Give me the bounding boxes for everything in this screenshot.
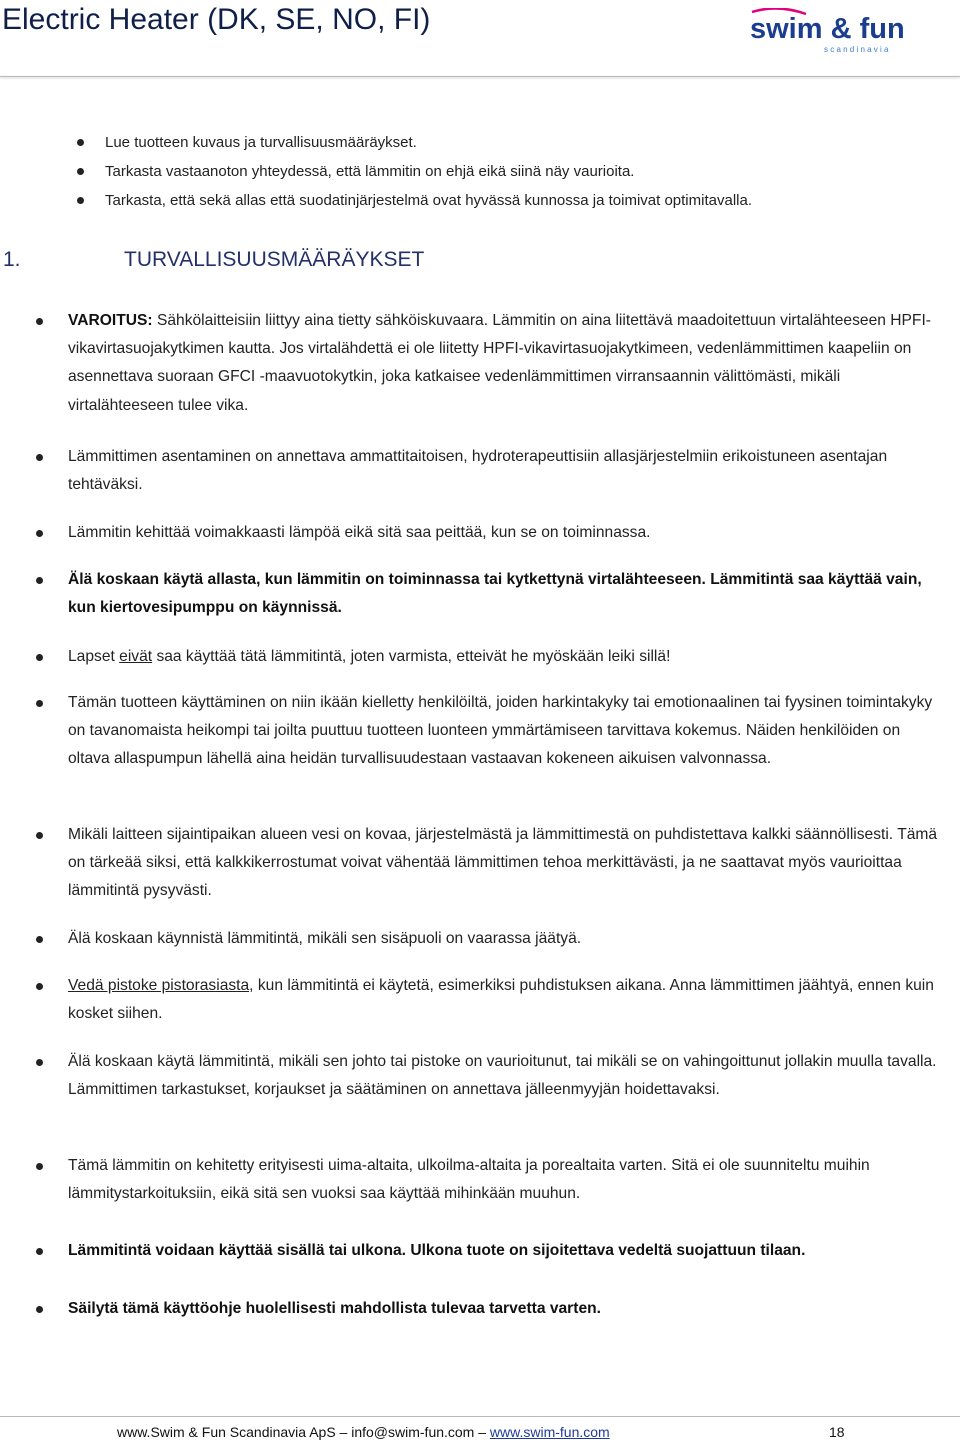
- list-item: Säilytä tämä käyttöohje huolellisesti mahdollista tulevaa tarvetta varten.: [0, 1295, 960, 1323]
- page-footer: [0, 1421, 960, 1443]
- list-item: Lämmitin kehittää voimakkaasti lämpöä eikä sitä saa peittää, kun se on toiminnassa.: [0, 519, 960, 547]
- website-link[interactable]: www.swim-fun.com: [489, 1424, 610, 1440]
- bullet-icon: [36, 654, 43, 661]
- list-item: Älä koskaan käynnistä lämmitintä, mikäli sen sisäpuoli on vaarassa jäätyä.: [0, 925, 960, 953]
- list-item: Lämmittimen asentaminen on annettava ammattitaitoisen, hydroterapeuttisiin allasjärjestelmiin erikoistuneen asentajan tehtäväksi.: [0, 443, 960, 499]
- bullet-icon: [36, 1248, 43, 1255]
- intro-item: Lue tuotteen kuvaus ja turvallisuusmääräykset.: [0, 128, 960, 157]
- list-item: Lämmitintä voidaan käyttää sisällä tai ulkona. Ulkona tuote on sijoitettava vedeltä suojattuun tilaan.: [0, 1237, 960, 1265]
- swim-and-fun-logo: [748, 8, 908, 56]
- bullet-icon: [36, 1306, 43, 1313]
- bullet-icon: [36, 700, 43, 707]
- bullet-icon: [36, 454, 43, 461]
- bullet-icon: [77, 139, 84, 146]
- bullet-icon: [77, 168, 84, 175]
- list-item: Tämän tuotteen käyttäminen on niin ikään kielletty henkilöiltä, joiden harkintakyky tai emotionaalinen tai fyysinen toimintakyky on tavanomaista heikompi tai joilta puuttuu tuotteen luonteen ymmärtämiseen tarvittava kokemus. Näiden henkilöiden on oltava allaspumpun lähellä aina heidän turvallisuudestaan vastaavan kokeneen aikuisen valvonnassa.: [0, 689, 960, 774]
- warning-label: VAROITUS:: [68, 312, 153, 329]
- list-item: Tämä lämmitin on kehitetty erityisesti uima-altaita, ulkoilma-altaita ja porealtaita varten. Sitä ei ole suunniteltu muihin lämmitystarkoituksiin, eikä sitä sen vuoksi saa käyttää mihinkään muuhun.: [0, 1152, 960, 1208]
- list-item: VAROITUS: Sähkölaitteisiin liittyy aina tietty sähköiskuvaara. Lämmitin on aina liitettävä maadoitettuun virtalähteeseen HPFI-vikavirtasuojakytkimen kautta. Jos virtalähdettä ei ole liitetty HPFI-vikavirtasuojakytkimeen, vedenlämmittimen kaapeliin on asennettava suoraan GFCI -maavuotokytkin, joka katkaisee vedenlämmittimen virransaannin välittömästi, mikäli virtalähteeseen tulee vika.: [0, 307, 960, 420]
- bullet-icon: [36, 936, 43, 943]
- bullet-icon: [36, 577, 43, 584]
- bullet-icon: [36, 1059, 43, 1066]
- bullet-icon: [36, 832, 43, 839]
- footer-contact: www.Swim & Fun Scandinavia ApS – info@swim-fun.com – www.swim-fun.com: [117, 1424, 610, 1440]
- bullet-icon: [77, 197, 84, 204]
- page-number: 18: [829, 1424, 845, 1440]
- list-item: Lapset eivät saa käyttää tätä lämmitintä, joten varmista, etteivät he myöskään leiki sillä!: [0, 643, 960, 671]
- section-title: TURVALLISUUSMÄÄRÄYKSET: [124, 248, 425, 271]
- intro-item: Tarkasta vastaanoton yhteydessä, että lämmitin on ehjä eikä siinä näy vaurioita.: [0, 157, 960, 186]
- bullet-icon: [36, 530, 43, 537]
- list-item: Älä koskaan käytä allasta, kun lämmitin on toiminnassa tai kytkettynä virtalähteeseen. Lämmitintä saa käyttää vain, kun kiertovesipumppu on käynnissä.: [0, 566, 960, 622]
- footer-divider: [0, 1416, 960, 1417]
- section-number: 1.: [3, 248, 21, 271]
- header-divider: [0, 76, 960, 77]
- intro-list: [0, 128, 960, 215]
- list-item: Älä koskaan käytä lämmitintä, mikäli sen johto tai pistoke on vaurioitunut, tai mikäli se on vahingoittunut jollakin muulla tavalla. Lämmittimen tarkastukset, korjaukset ja säätäminen on annettava jälleenmyyjän hoidettavaksi.: [0, 1048, 960, 1104]
- document-title: Electric Heater (DK, SE, NO, FI): [2, 3, 431, 36]
- bullet-icon: [36, 1163, 43, 1170]
- list-item: Vedä pistoke pistorasiasta, kun lämmitintä ei käytetä, esimerkiksi puhdistuksen aikana. Anna lämmittimen jäähtyä, ennen kuin kosket siihen.: [0, 972, 960, 1028]
- logo-text: swim & fun: [750, 13, 905, 45]
- list-item: Mikäli laitteen sijaintipaikan alueen vesi on kovaa, järjestelmästä ja lämmittimestä on puhdistettava kalkki säännöllisesti. Tämä on tärkeää siksi, että kalkkikerrostumat voivat vähentää lämmittimen tehoa merkittävästi, ja ne saattavat myös vaurioittaa lämmitintä pysyvästi.: [0, 821, 960, 906]
- section-heading: [0, 246, 424, 274]
- intro-item: Tarkasta, että sekä allas että suodatinjärjestelmä ovat hyvässä kunnossa ja toimivat optimitavalla.: [0, 186, 960, 215]
- bullet-icon: [36, 318, 43, 325]
- logo-subtext: s c a n d i n a v i a: [824, 45, 889, 54]
- bullet-icon: [36, 983, 43, 990]
